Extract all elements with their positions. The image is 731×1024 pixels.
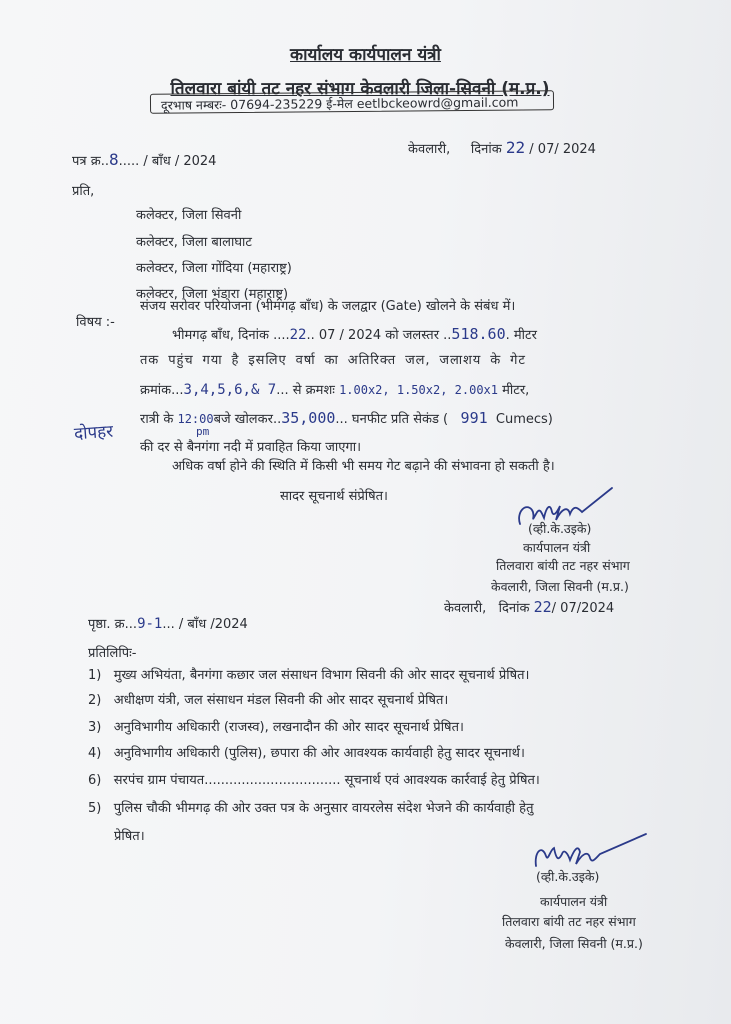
endorsement-date-label: दिनांक	[498, 601, 530, 616]
copy-item-5	[88, 798, 533, 816]
body-line-1: भीमगढ़ बाँध, दिनांक ....22.. 07 / 2024 को जलस्तर ..518.60. मीटर	[172, 325, 537, 343]
body-line-1-b: 07 / 2024 को जलस्तर	[318, 328, 440, 343]
division-title: तिलवारा बांयी तट नहर संभाग केवलारी जिला-सिवनी (म.प्र.)	[170, 79, 550, 99]
discharge-cumecs-handwritten: 991	[460, 409, 488, 427]
copy-item-1	[88, 665, 529, 683]
endorsement-date-rest: / 07/2024	[551, 601, 615, 616]
copy-item-5-num: 5)	[88, 801, 102, 816]
letter-number-handwritten: 8	[108, 150, 119, 169]
water-level-handwritten: 518.60	[451, 325, 506, 343]
copy-item-6-text: सरपंच ग्राम पंचायत................................. सूचनार्थ एवं आवश्यक कार्रवाई हेतु प्रेषित।	[113, 773, 540, 788]
letter-place: केवलारी,	[408, 142, 451, 157]
endorsement-place: केवलारी,	[444, 601, 487, 616]
recipient-3: कलेक्टर, जिला गोंदिया (महाराष्ट्र)	[136, 261, 292, 276]
pratilipi-label: प्रतिलिपिः-	[88, 646, 137, 661]
signature-1-name: (व्ही.के.उइके)	[528, 521, 592, 536]
gate-numbers-handwritten: 3,4,5,6,& 7	[183, 382, 277, 398]
endorsement-number-handwritten: 9-1	[137, 616, 163, 632]
signature-2-name: (व्ही.के.उइके)	[536, 869, 600, 884]
copy-item-1-num: 1)	[88, 668, 102, 683]
endorsement-number-suffix: / बाँध /2024	[178, 617, 248, 632]
body-line-1-c: मीटर	[513, 328, 537, 343]
subject-text: संजय सरोवर परियोजना (भीमगढ़ बाँध) के जलद्वार (Gate) खोलने के संबंध में।	[140, 299, 516, 314]
body-line-3: क्रमांक...3,4,5,6,& 7... से क्रमशः 1.00x2, 1.50x2, 2.00x1 मीटर,	[140, 382, 530, 398]
letter-number-prefix: पत्र क्र	[72, 154, 101, 169]
body-line-3-a: क्रमांक	[140, 383, 172, 398]
letter-date-label: दिनांक	[470, 142, 502, 157]
prati-label: प्रति,	[72, 184, 95, 199]
copy-item-2-num: 2)	[88, 693, 102, 708]
recipient-4: कलेक्टर, जिला भंडारा (महाराष्ट्र)	[136, 287, 289, 302]
contact-box: दूरभाष नम्बरः- 07694-235229 ई-मेल eetlbckeowrd@gmail.com	[150, 90, 554, 114]
body-line-4-b: बजे खोलकर	[213, 412, 273, 427]
office-title: कार्यालय कार्यपालन यंत्री	[290, 45, 441, 65]
copy-item-3	[88, 717, 464, 735]
recipient-2: कलेक्टर, जिला बालाघाट	[136, 235, 252, 250]
copy-item-4-num: 4)	[88, 746, 102, 761]
subject-label: विषय :-	[76, 315, 115, 330]
body-line-4-c: घनफीट प्रति सेकंड (	[351, 412, 449, 427]
copy-item-1-text: मुख्य अभियंता, बैनगंगा कछार जल संसाधन विभाग सिवनी की ओर सादर सूचनार्थ प्रेषित।	[113, 668, 530, 683]
signature-2-designation: कार्यपालन यंत्री	[540, 894, 608, 909]
signature-2-division: तिलवारा बांयी तट नहर संभाग	[502, 914, 636, 929]
letter-date-line	[408, 138, 596, 157]
signature-1-division: तिलवारा बांयी तट नहर संभाग	[496, 558, 630, 573]
copy-item-4-text: अनुविभागीय अधिकारी (पुलिस), छपारा की ओर आवश्यक कार्यवाही हेतु सादर सूचनार्थ।	[113, 746, 525, 761]
gate-sizes-handwritten: 1.00x2, 1.50x2, 2.00x1	[339, 383, 499, 397]
body-line-1-a: भीमगढ़ बाँध, दिनांक	[172, 328, 269, 343]
body-line-5: की दर से बैनगंगा नदी में प्रवाहित किया जाएगा।	[140, 440, 362, 455]
copy-item-4	[88, 743, 525, 761]
letter-date-rest: / 07/ 2024	[529, 142, 596, 157]
endorsement-date-day-handwritten: 22	[533, 598, 552, 616]
discharge-cfs-handwritten: 35,000	[281, 409, 336, 427]
endorsement-number-prefix: पृष्ठा. क्र	[88, 617, 125, 632]
copy-item-3-text: अनुविभागीय अधिकारी (राजस्व), लखनादौन की ओर सादर सूचनार्थ प्रेषित।	[113, 720, 464, 735]
body-line-7: सादर सूचनार्थ संप्रेषित।	[280, 489, 388, 504]
body-line-3-b: से क्रमशः	[292, 383, 335, 398]
endorsement-date-line	[444, 598, 614, 616]
letter-number-line: पत्र क्र..8..... / बाँध / 2024	[72, 150, 217, 169]
recipient-1: कलेक्टर, जिला सिवनी	[136, 208, 242, 223]
pm-handwritten: pm	[196, 425, 210, 438]
body-line-2: तक पहुंच गया है इसलिए वर्षा का अतिरिक्त जल, जलाशय के गेट	[140, 353, 526, 368]
copy-item-2-text: अधीक्षण यंत्री, जल संसाधन मंडल सिवनी की ओर सादर सूचनार्थ प्रेषित।	[113, 693, 449, 708]
endorsement-number-line: पृष्ठा. क्र...9-1... / बाँध /2024	[88, 616, 248, 632]
body-line-4: रात्री के 12:00बजे खोलकर..35,000... घनफीट प्रति सेकंड ( 991 Cumecs)	[140, 409, 553, 427]
letter-date-day-handwritten: 22	[505, 138, 526, 157]
letter-number-suffix: / बाँध / 2024	[143, 154, 217, 169]
body-line-3-c: मीटर,	[502, 383, 530, 398]
copy-item-5-text: पुलिस चौकी भीमगढ़ की ओर उक्त पत्र के अनुसार वायरलेस संदेश भेजने की कार्यवाही हेतु	[113, 801, 534, 816]
copy-item-2	[88, 690, 448, 708]
signature-1-designation: कार्यपालन यंत्री	[523, 540, 591, 555]
body-day-handwritten: 22	[289, 327, 307, 343]
signature-1-place: केवलारी, जिला सिवनी (म.प्र.)	[491, 579, 629, 594]
body-line-6: अधिक वर्षा होने की स्थिति में किसी भी समय गेट बढ़ाने की संभावना हो सकती है।	[172, 459, 555, 474]
body-line-4-a: रात्री के	[140, 412, 174, 427]
margin-handwritten: दोपहर	[73, 421, 114, 445]
copy-item-3-num: 3)	[88, 720, 102, 735]
copy-item-5-continuation: प्रेषित।	[114, 829, 145, 844]
copy-item-6	[88, 770, 540, 788]
signature-2-place: केवलारी, जिला सिवनी (म.प्र.)	[505, 936, 643, 951]
time-handwritten: 12:00	[177, 412, 214, 426]
body-line-4-d: Cumecs)	[495, 412, 553, 427]
copy-item-6-num: 6)	[88, 773, 102, 788]
